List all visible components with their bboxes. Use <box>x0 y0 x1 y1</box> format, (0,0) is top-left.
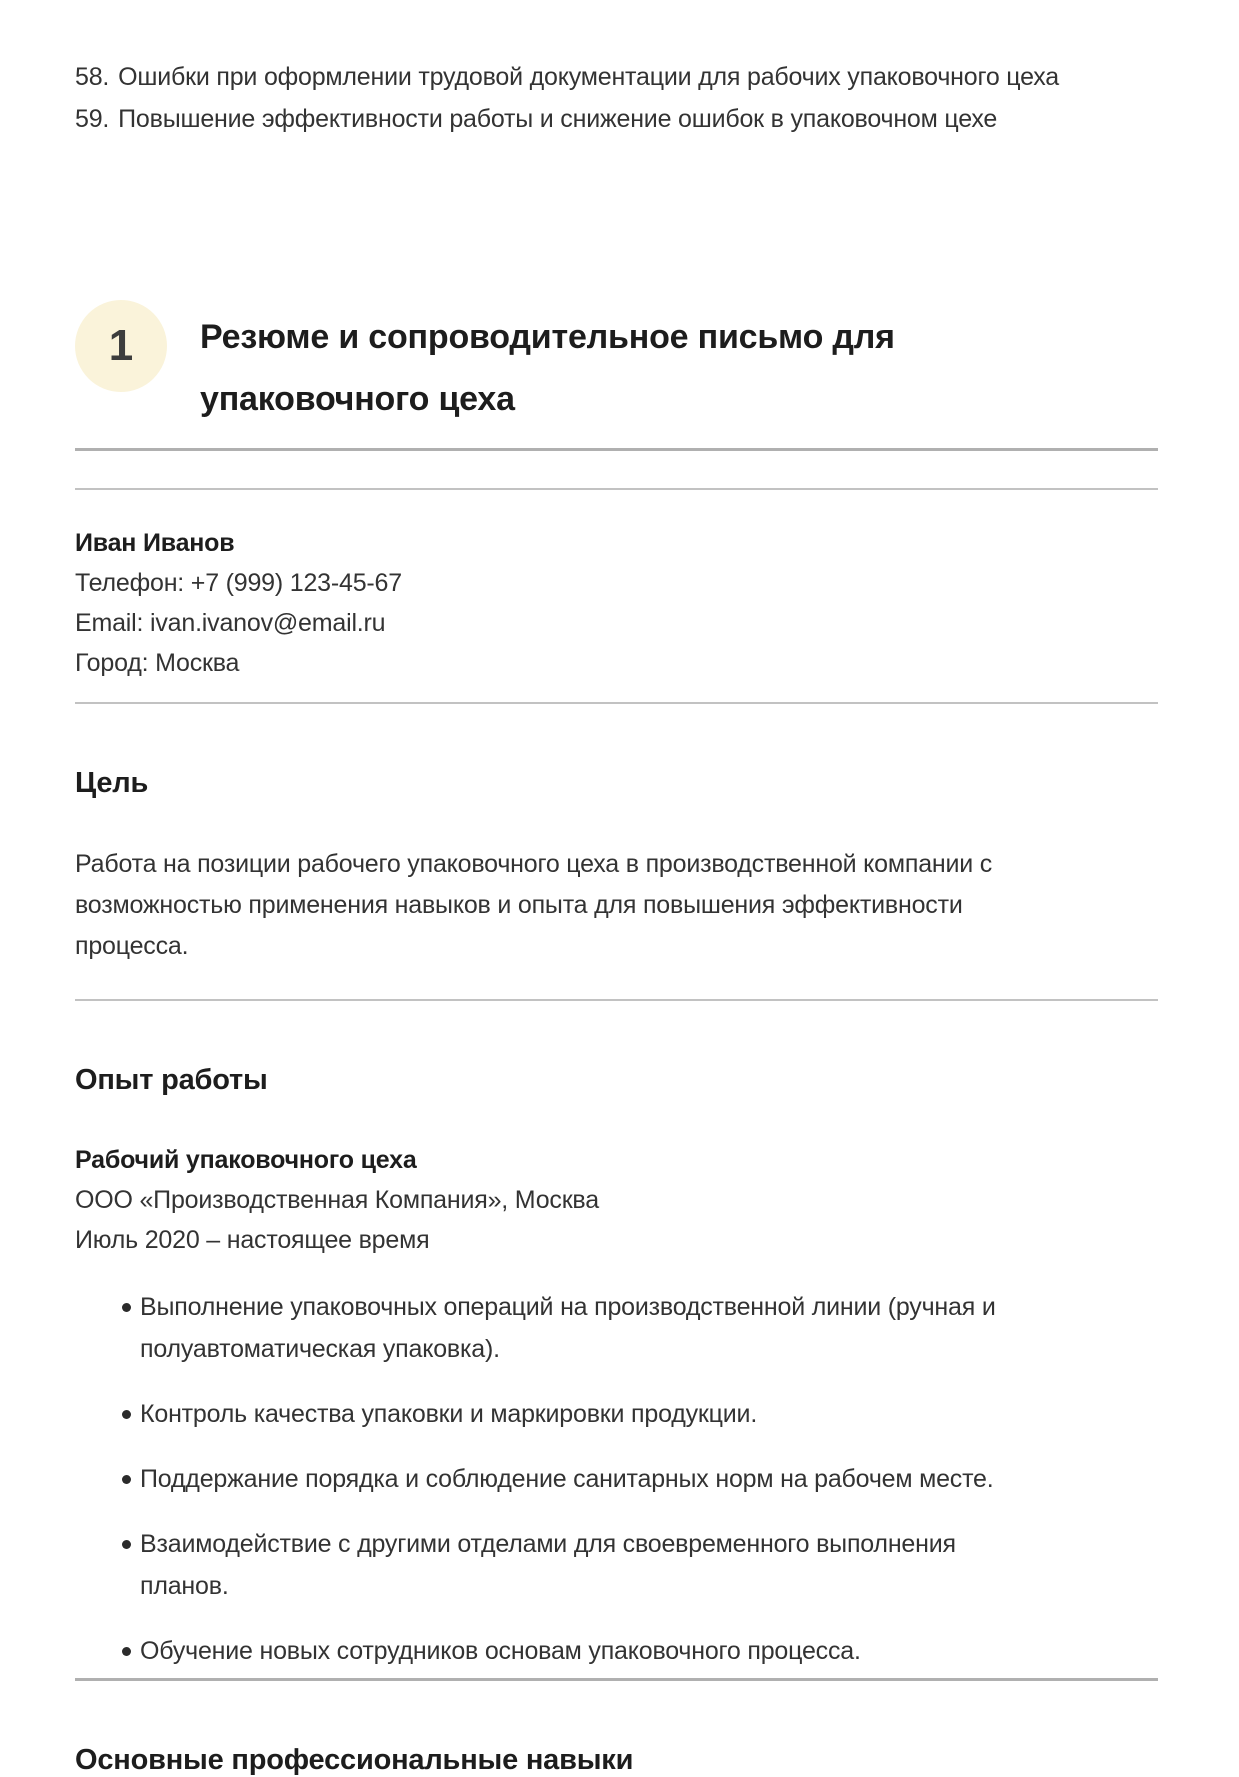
divider <box>75 702 1158 704</box>
job-header <box>75 1140 1158 1260</box>
list-item-text: Повышение эффективности работы и снижение ошибок в упаковочном цехе <box>118 105 998 133</box>
divider <box>75 999 1158 1001</box>
objective-text: Работа на позиции рабочего упаковочного цеха в производственной компании с возможностью применения навыков и опыта для повышения эффективности процесса. <box>75 850 993 960</box>
skills-heading: Основные профессиональные навыки <box>75 1744 634 1776</box>
duty-item: Взаимодействие с другими отделами для своевременного выполнения планов. <box>122 1523 1002 1607</box>
topic-list <box>75 56 1158 140</box>
duties-list <box>75 1286 1158 1672</box>
list-item <box>75 98 1158 140</box>
list-item-number: 58. <box>75 63 110 91</box>
page-title: Резюме и сопроводительное письмо для упаковочного цеха <box>200 318 895 418</box>
job-title: Рабочий упаковочного цеха <box>75 1146 417 1174</box>
divider <box>75 488 1158 490</box>
job-company: ООО «Производственная Компания», Москва <box>75 1186 599 1214</box>
section-header <box>75 300 1158 430</box>
experience-heading: Опыт работы <box>75 1064 268 1096</box>
divider <box>75 1678 1158 1681</box>
list-item-number: 59. <box>75 105 110 133</box>
contact-phone: Телефон: +7 (999) 123-45-67 <box>75 569 402 597</box>
contact-name: Иван Иванов <box>75 529 235 557</box>
contact-block <box>75 523 1158 683</box>
section-number-badge: 1 <box>75 300 167 392</box>
duty-item: Выполнение упаковочных операций на производственной линии (ручная и полуавтоматическая упаковка). <box>122 1286 1002 1370</box>
contact-email: Email: ivan.ivanov@email.ru <box>75 609 386 637</box>
duty-item: Поддержание порядка и соблюдение санитарных норм на рабочем месте. <box>122 1458 1002 1500</box>
list-item-text: Ошибки при оформлении трудовой документации для рабочих упаковочного цеха <box>118 63 1059 91</box>
contact-city: Город: Москва <box>75 649 240 677</box>
divider <box>75 448 1158 451</box>
job-period: Июль 2020 – настоящее время <box>75 1226 430 1254</box>
objective-heading: Цель <box>75 767 149 799</box>
duty-item: Обучение новых сотрудников основам упаковочного процесса. <box>122 1630 1002 1672</box>
duty-item: Контроль качества упаковки и маркировки продукции. <box>122 1393 1002 1435</box>
list-item <box>75 56 1158 98</box>
